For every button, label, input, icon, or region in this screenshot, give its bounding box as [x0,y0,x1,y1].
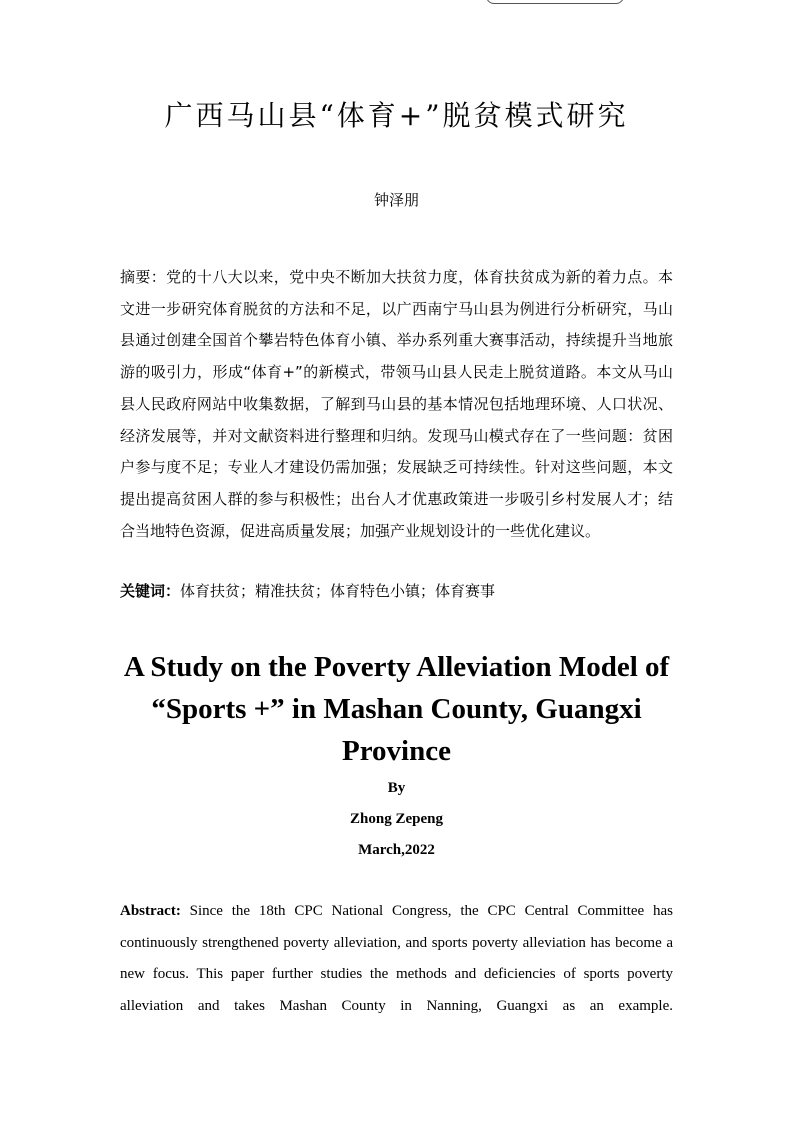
english-title: A Study on the Poverty Alleviation Model of “Sports +” in Mashan County, Guangxi Province [123,651,670,767]
chinese-keywords-label: 关键词： [120,582,181,600]
chinese-keywords-text: 体育扶贫；精准扶贫；体育特色小镇；体育赛事 [180,582,496,600]
english-by: By [387,780,406,796]
chinese-title: 广西马山县“体育+”脱贫模式研究 [164,99,629,132]
english-abstract-text: Since the 18th CPC National Congress, the CPC Central Committee has continuously strengthened poverty alleviation, and sports poverty alleviation has become a new focus. This paper further studies the methods and deficiencies of sports poverty alleviation and takes Mashan County in Nanning, Guangxi as an example. [120,903,674,1014]
english-abstract [120,896,673,1022]
chinese-keywords [120,577,673,605]
chinese-abstract-label: 摘要： [120,268,167,286]
chinese-abstract [120,262,673,547]
page-top-tab [486,0,624,4]
english-date: March,2022 [358,842,435,858]
chinese-author: 钟泽朋 [373,191,419,209]
english-author: Zhong Zepeng [350,811,443,827]
english-abstract-label: Abstract: [120,903,181,919]
chinese-abstract-text: 党的十八大以来，党中央不断加大扶贫力度，体育扶贫成为新的着力点。本文进一步研究体育脱贫的方法和不足，以广西南宁马山县为例进行分析研究，马山县通过创建全国首个攀岩特色体育小镇、举办系列重大赛事活动，持续提升当地旅游的吸引力，形成“体育+”的新模式，带领马山县人民走上脱贫道路。本文从马山县人民政府网站中收集数据，了解到马山县的基本情况包括地理环境、人口状况、经济发展等，并对文献资料进行整理和归纳。发现马山模式存在了一些问题：贫困户参与度不足；专业人才建设仍需加强；发展缺乏可持续性。针对这些问题，本文提出提高贫困人群的参与积极性；出台人才优惠政策进一步吸引乡村发展人才；结合当地特色资源，促进高质量发展；加强产业规划设计的一些优化建议。 [120,268,673,540]
